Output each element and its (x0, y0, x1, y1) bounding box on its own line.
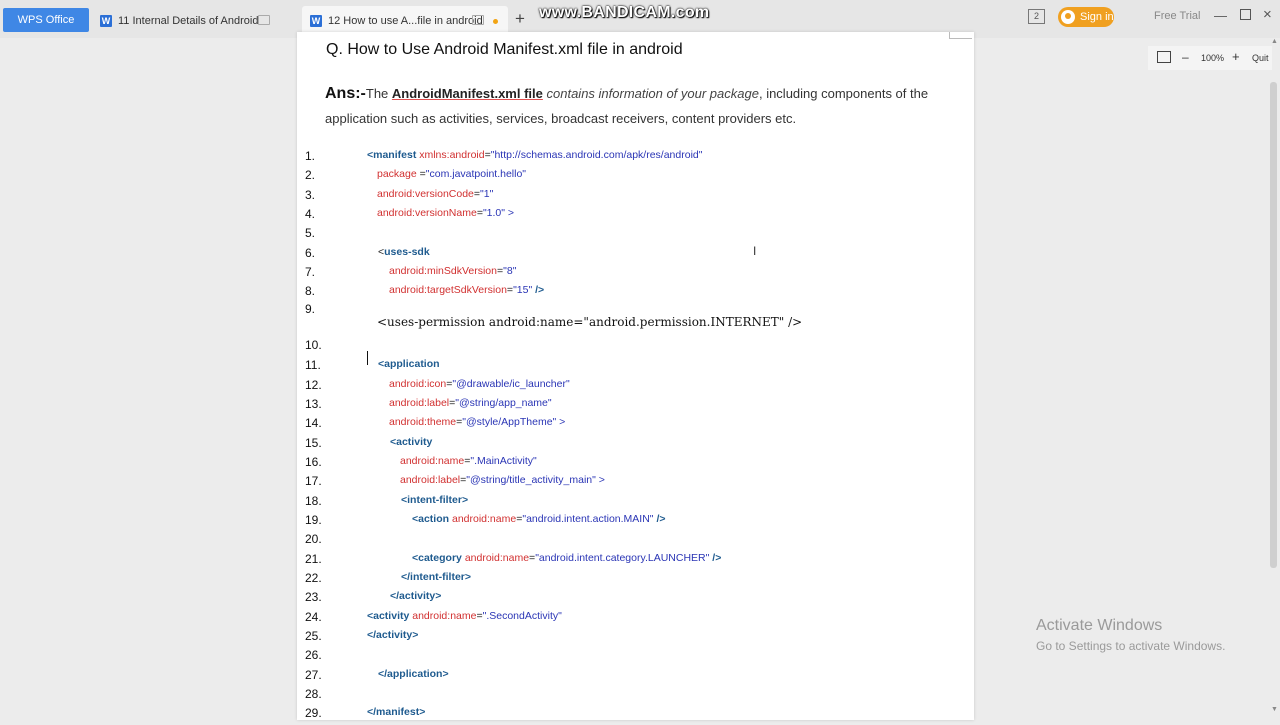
code-line (305, 532, 945, 551)
code-token: = (446, 378, 453, 390)
unsaved-dot-icon (493, 19, 498, 24)
code-token: = (516, 513, 523, 525)
line-number: 24. (305, 610, 322, 624)
new-tab-button[interactable]: + (515, 9, 525, 28)
code-token: </activity> (390, 590, 442, 602)
tab-label: 12 How to use A...file in android (328, 15, 483, 27)
minimize-icon[interactable]: — (1214, 8, 1227, 23)
answer-bold-term: AndroidManifest.xml file (391, 86, 543, 101)
code-text (390, 590, 441, 602)
code-text (377, 188, 493, 200)
code-token: uses-sdk (384, 246, 430, 258)
code-token: android:label (389, 397, 450, 409)
code-token: ".MainActivity" (470, 455, 537, 467)
code-token: android:name (449, 513, 517, 525)
quit-button[interactable]: Quit (1252, 53, 1269, 63)
code-token: "@string/app_name" (455, 397, 552, 409)
code-token: ".SecondActivity" (482, 610, 562, 622)
line-number: 21. (305, 552, 322, 566)
line-number: 14. (305, 416, 322, 430)
code-token: "@drawable/ic_launcher" (452, 378, 570, 390)
code-token: > (595, 474, 605, 486)
line-number: 3. (305, 188, 316, 202)
code-line (305, 416, 945, 435)
line-number: 1. (305, 149, 316, 163)
code-text (378, 668, 449, 680)
code-token: = (484, 149, 491, 161)
user-avatar-icon (1061, 10, 1075, 24)
line-number: 18. (305, 494, 322, 508)
code-token: android:name (409, 610, 477, 622)
code-line (305, 246, 945, 265)
code-text (400, 455, 537, 467)
code-token: <manifest (367, 149, 417, 161)
code-token: <activity (367, 610, 410, 622)
writer-doc-icon: W (101, 16, 111, 26)
line-number: 2. (305, 168, 316, 182)
wps-office-tab[interactable]: WPS Office (3, 8, 89, 32)
code-token: <application (378, 358, 440, 370)
code-token: > (556, 416, 566, 428)
code-token: "@style/AppTheme" (462, 416, 557, 428)
code-line (305, 338, 945, 357)
code-token: <action (412, 513, 450, 525)
answer-text-rest: , including components of the application such as activities, services, broadcast receivers, content providers etc. (325, 86, 929, 126)
code-line (305, 397, 945, 416)
code-line (305, 358, 945, 377)
code-token: = (416, 168, 426, 180)
code-token: "1.0" (482, 207, 506, 219)
code-token: <category (412, 552, 462, 564)
code-token: /> (532, 284, 545, 296)
window-count-badge[interactable]: 2 (1028, 9, 1045, 24)
code-text (389, 378, 570, 390)
code-text (401, 494, 468, 506)
line-number: 16. (305, 455, 322, 469)
code-text (377, 315, 802, 329)
code-token: "1" (480, 188, 494, 200)
answer-lead: Ans:- (325, 85, 366, 102)
code-text (389, 284, 544, 296)
code-token: android:name (400, 455, 465, 467)
code-line (305, 207, 945, 226)
question-heading: Q. How to Use Android Manifest.xml file in android (326, 41, 683, 58)
code-text (401, 571, 471, 583)
line-number: 6. (305, 246, 316, 260)
code-line (305, 590, 945, 609)
line-number: 19. (305, 513, 322, 527)
code-line (305, 474, 945, 493)
code-token: "8" (503, 265, 517, 277)
line-number: 11. (305, 358, 321, 372)
code-line (305, 706, 945, 725)
sign-in-button[interactable] (1058, 7, 1114, 27)
activation-title: Activate Windows (1036, 617, 1163, 634)
line-number: 13. (305, 397, 322, 411)
code-token: > (505, 207, 515, 219)
code-text (378, 358, 440, 370)
code-line (305, 648, 945, 667)
code-token: "15" (513, 284, 533, 296)
code-token: = (449, 397, 456, 409)
code-line (305, 226, 945, 245)
code-text (389, 397, 552, 409)
line-number: 5. (305, 226, 316, 240)
text-cursor (367, 351, 368, 365)
code-token: "http://schemas.android.com/apk/res/android" (490, 149, 703, 161)
code-text (412, 552, 721, 564)
code-token: /> (709, 552, 722, 564)
answer-italic-phrase: contains information of your package (546, 86, 759, 101)
code-text (377, 207, 514, 219)
document-tab-1[interactable] (92, 6, 294, 36)
code-token: android:versionName (377, 207, 477, 219)
code-line (305, 494, 945, 513)
line-number: 20. (305, 532, 322, 546)
code-token: android:label (400, 474, 461, 486)
code-token: package (377, 168, 417, 180)
answer-paragraph (325, 81, 950, 131)
code-token: = (476, 610, 483, 622)
code-line (305, 168, 945, 187)
line-number: 17. (305, 474, 322, 488)
code-token: "com.javatpoint.hello" (425, 168, 527, 180)
free-trial-label: Free Trial (1154, 10, 1201, 22)
code-token: < (378, 246, 385, 258)
line-number: 28. (305, 687, 322, 701)
code-text (378, 246, 430, 258)
scroll-up-icon[interactable]: ▲ (1271, 38, 1278, 45)
sign-in-label: Sign in (1080, 11, 1114, 23)
answer-text-1: The (365, 86, 392, 101)
code-token: = (460, 474, 467, 486)
code-token: android:versionCode (377, 188, 474, 200)
line-number: 9. (305, 302, 316, 316)
line-number: 26. (305, 648, 322, 662)
code-line (305, 610, 945, 629)
zoom-out-button[interactable]: – (1182, 50, 1189, 64)
code-token: android:theme (389, 416, 457, 428)
code-text (367, 706, 425, 718)
code-line (305, 188, 945, 207)
code-line (305, 311, 945, 330)
code-token: xmlns:android (416, 149, 485, 161)
code-token: = (456, 416, 463, 428)
code-token: </activity> (367, 629, 419, 641)
code-text (412, 513, 666, 525)
code-token: android:targetSdkVersion (389, 284, 507, 296)
writer-doc-icon: W (311, 16, 321, 26)
code-token: = (473, 188, 481, 200)
maximize-icon[interactable] (1240, 9, 1251, 20)
code-text (367, 149, 702, 161)
line-number: 29. (305, 706, 322, 720)
tab-label: 11 Internal Details of Android (118, 15, 259, 27)
code-token: = (496, 265, 504, 277)
code-token: /> (653, 513, 666, 525)
code-token: = (464, 455, 471, 467)
code-token: </manifest> (367, 706, 426, 718)
scroll-thumb[interactable] (1270, 82, 1277, 568)
code-token: "android.intent.category.LAUNCHER" (535, 552, 710, 564)
line-number: 25. (305, 629, 322, 643)
code-text (389, 416, 565, 428)
line-number: 12. (305, 378, 322, 392)
code-line (305, 552, 945, 571)
code-token: "@string/title_activity_main" (466, 474, 596, 486)
code-line (305, 436, 945, 455)
code-line (305, 687, 945, 706)
page-corner-mark (949, 32, 972, 39)
code-token: = (506, 284, 514, 296)
line-number: 15. (305, 436, 322, 450)
free-trial-button[interactable] (1138, 10, 1200, 22)
code-line (305, 513, 945, 532)
line-number: 4. (305, 207, 316, 221)
code-token: <uses-permission android:name="android.permission.INTERNET" /> (377, 315, 803, 329)
code-text (400, 474, 605, 486)
code-token: <intent-filter> (401, 494, 469, 506)
code-token: = (476, 207, 483, 219)
tab-screen-icon[interactable] (472, 15, 484, 25)
zoom-toolbar (1148, 46, 1272, 70)
code-token: <activity (390, 436, 433, 448)
line-number: 8. (305, 284, 316, 298)
vertical-scrollbar[interactable] (1268, 38, 1280, 720)
code-line (305, 571, 945, 590)
activation-subtitle: Go to Settings to activate Windows. (1036, 639, 1226, 653)
code-line (305, 668, 945, 687)
recording-watermark: www.BANDICAM.com (539, 4, 710, 21)
code-line (305, 284, 945, 303)
code-token: = (529, 552, 536, 564)
code-text (390, 436, 432, 448)
tab-screen-icon[interactable] (258, 15, 270, 25)
scroll-down-icon[interactable]: ▼ (1271, 706, 1278, 713)
fit-page-icon[interactable] (1157, 51, 1171, 63)
code-line (305, 455, 945, 474)
line-number: 7. (305, 265, 316, 279)
code-text (389, 265, 516, 277)
code-line (305, 149, 945, 168)
code-token: </intent-filter> (401, 571, 472, 583)
line-number: 23. (305, 590, 322, 604)
zoom-level[interactable]: 100% (1201, 53, 1225, 63)
code-line (305, 265, 945, 284)
code-line (305, 378, 945, 397)
line-number: 22. (305, 571, 322, 585)
zoom-in-button[interactable]: + (1232, 49, 1240, 64)
close-icon[interactable]: × (1263, 6, 1272, 23)
line-number: 27. (305, 668, 322, 682)
code-token: android:icon (389, 378, 447, 390)
code-token: android:name (461, 552, 530, 564)
mouse-ibeam-icon: I (753, 244, 757, 258)
code-token: "android.intent.action.MAIN" (522, 513, 654, 525)
code-line (305, 629, 945, 648)
code-token: </application> (378, 668, 449, 680)
code-text (367, 610, 562, 622)
code-token: android:minSdkVersion (389, 265, 497, 277)
code-text (377, 168, 526, 180)
line-number: 10. (305, 338, 322, 352)
code-text (367, 629, 418, 641)
